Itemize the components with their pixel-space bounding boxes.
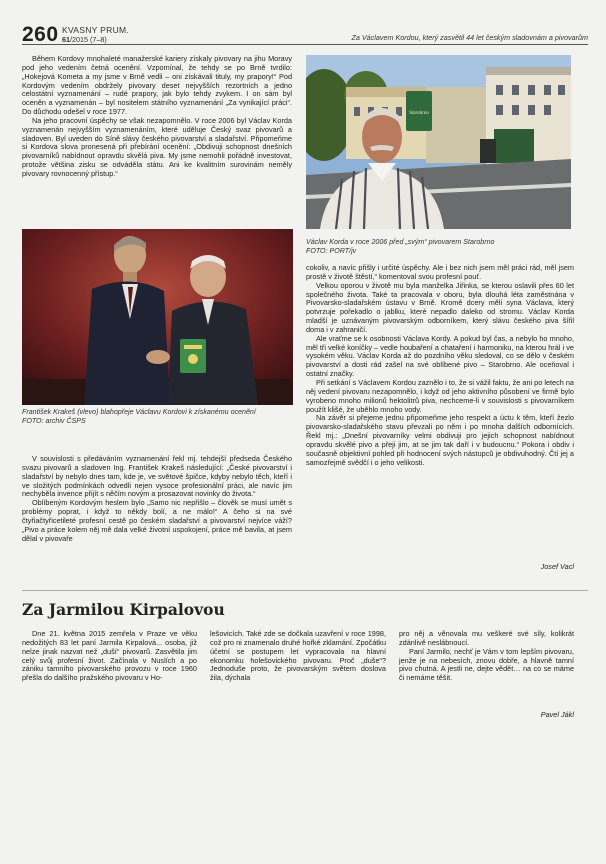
- page-number: 260: [22, 23, 59, 46]
- article2-col1: [22, 630, 197, 683]
- photo-brewery-image: [306, 55, 571, 229]
- paragraph: Na závěr si přejeme jednu připomeňme jeho respekt a úctu k těm, kteří žezlo pivovarsko-sladařského stavu převzali po něm i po mnoha dalších odbornících. Řekl mj.: „Dnešní pivovarníky velmi obdivuji pro jejich schopnost nabídnout opravdu skvělé pivo a přeji jim, at se jim tak daří i v budoucnu.“ Pokora i obdiv i současně objektivní pohled při hodnocení svých nástupců je obdivuhodný. Čtí jej a samozřejmě svědčí i o jeho velikosti.: [306, 413, 574, 467]
- article1-left-bottom: [22, 455, 292, 543]
- running-title: Za Václavem Kordou, který zasvětil 44 let českým sladovnám a pivovarům: [351, 33, 588, 42]
- issue-volume: 61: [62, 35, 70, 44]
- paragraph: V souvislosti s předáváním vyznamenání řekl mj. tehdejší předseda Českého svazu pivovarů a sladoven Ing. František Krakeš následující: „České pivovarství i sladařství by nebylo dnes tam, kde je, ve světové špičce, kdyby nebylo těch, kteří i ve složitých podmínkách odvedli nejen vysoce profesionální práci, ale navíc jim nechyběla invence přijít s něčím novým a prosazovat novinky do života.“: [22, 454, 292, 499]
- paragraph: Paní Jarmilo, nechť je Vám v tom lepším pivovaru, jenže je na nebesích, znovu dobře, a hlavně tamní pivo chutná. A jestli ne, dejte vědět… na co se máme či nemáme těšit.: [399, 646, 574, 683]
- paragraph: pro něj a věnovala mu veškeré své síly, kolikrát zdánlivě neslábnoucí.: [399, 629, 574, 647]
- issue-number: [62, 35, 107, 44]
- article1-signature: Josef Vacl: [540, 562, 574, 571]
- photo-award-ceremony: [22, 229, 293, 405]
- photo-award-image: [22, 229, 293, 405]
- paragraph: lešovicích. Také zde se dočkala uzavření v roce 1998, což pro ni znamenalo druhé hořké zklamání. Zpočátku účetní se postupem let vypracovala na hlavní ekonomku holešovického pivovaru. Proč „duše“? Jednoduše proto, že pivovarským světem doslova žila, dýchala: [210, 629, 386, 683]
- photo2-credit: FOTO: PORT/jv: [306, 246, 357, 255]
- photo-korda-brewery: [306, 55, 571, 229]
- magazine-name: KVASNY PRUM.: [62, 25, 130, 35]
- article1-left-top: [22, 55, 292, 179]
- article2-signature: Pavel Jákl: [540, 710, 574, 719]
- header-rule: [22, 44, 588, 45]
- photo2-caption-text: Václav Korda v roce 2006 před „svým“ pivovarem Starobrno: [306, 238, 495, 246]
- paragraph: Při setkání s Václavem Kordou zaznělo i to, že si vážil faktu, že ani po letech na něj vedení pivovaru nezapomnělo, i když od jeho aktivního působení ve firmě bylo vyrobeno mnoho milionů hektolitrů piva, nechceme-li v souvislosti s pivovarníkem použít klišé, že uběhlo mnoho vody.: [306, 377, 574, 414]
- paragraph: Ale vraťme se k osobnosti Václava Kordy. A pokud byl čas, a nebylo ho mnoho, měl tři velké koníčky – vedle houbaření a chataření i harmoniku, na kterou hrál i ve vysokém věku. Václav Korda až do pozdního věku sledoval, co se dělo v českém pivovarství a dosti rád zašel na své oblíbené pivo – Starobrno. Ale oceňoval i ostatní značky.: [306, 333, 574, 379]
- paragraph: Oblíbeným Kordovým heslem bylo „Samo nic nepřišlo – člověk se musí umět s problémy poprat, i když to někdy bolí, a ne málo!“ A čeho si na své čtyřiačtyřicetileté profesní cestě po českém sladařství a pivovarství nejvíce váží? „Pivo a práce kolem něj mě dala velké životní uspokojení, práce mě bavila, at jsem dělal v pivovaře: [22, 498, 292, 543]
- section-divider: [22, 590, 588, 591]
- photo1-credit: FOTO: archiv ČSPS: [22, 416, 86, 425]
- brewery-sign-text: Starobrno: [409, 111, 429, 116]
- photo2-caption: [306, 238, 576, 255]
- article1-right: [306, 264, 574, 467]
- article2-col3: [399, 630, 574, 683]
- article2-col2: [210, 630, 386, 683]
- issue-year: /2015 (7–8): [70, 35, 107, 44]
- article2-headline: Za Jarmilou Kirpalovou: [22, 600, 225, 619]
- paragraph: Velkou oporou v životě mu byla manželka Jiřinka, se kterou oslavili přes 60 let společného života. Také ta pracovala v oboru, byla dlouhá léta zaměstnána v Pivovarsko-sladařském ústavu v Brně. Kromě dcery měli syna Václava, který potvrzuje pořekadlo o jablku, které nepadlo daleko od stromu. Václav Korda mladší je uznávaným pivovarským odborníkem, který slávu českého piva šířil doma i v zahraničí.: [306, 280, 574, 334]
- photo1-caption: [22, 408, 294, 425]
- paragraph: Dne 21. května 2015 zemřela v Praze ve věku nedožitých 83 let paní Jarmila Kirpalová... osoba, již nelze jinak nazvat než „duší“ pivovarů. Zasvětila jim celý svůj profesní život. Začínala v Nuslích a po zániku tamního pivovarského provozu v roce 1960 přešla do dalšího pražského pivovaru v Ho-: [22, 629, 197, 683]
- paragraph: Na jeho pracovní úspěchy se však nezapomnělo. V roce 2006 byl Václav Korda vyznamenán nejvyšším vyznamenáním, které uděluje Český svaz pivovarů a sladoven. Byl uveden do Síně slávy českého pivovarství a sladařství. Připomeňme si Kordova slova pronesená při přebírání ocenění: „Obdivuji schopnost dnešních pivovarníků nabídnout opravdu skvělá piva. My jsme nemohli pořádně investovat, protože většina zisku se odváděla státu. Ani ke kvalitním surovinám neměly pivovary rovnocenný přístup.“: [22, 115, 292, 178]
- photo1-caption-text: František Krakeš (vlevo) blahopřeje Václavu Kordovi k získanému ocenění: [22, 408, 256, 416]
- paragraph: Během Kordovy mnohaleté manažerské kariery získaly pivovary na jihu Moravy pod jeho vedením četná ocenění. Vzpomínal, že tehdy se po Brně tvrdilo: „Hokejová Kometa a my jsme v Brně vedli – oni získávali tituly, my prapory!“ Pod Kordovým vedením obdržely pivovary deset nejvyšších rezortních a jedno celostátní vyznamenání – rudé prapory, jak bylo tehdy zvykem. I on sám byl oceněn a vyznamenán – byl nositelem státního vyznamenání „Za vynikající práci“. Do důchodu odešel v roce 1977.: [22, 54, 292, 117]
- paragraph: cokoliv, a navíc přišly i určité úspěchy. Ale i bez nich jsem měl práci rád, měl jsem prostě v životě štěstí,“ komentoval svou profesní pouť.: [306, 263, 574, 281]
